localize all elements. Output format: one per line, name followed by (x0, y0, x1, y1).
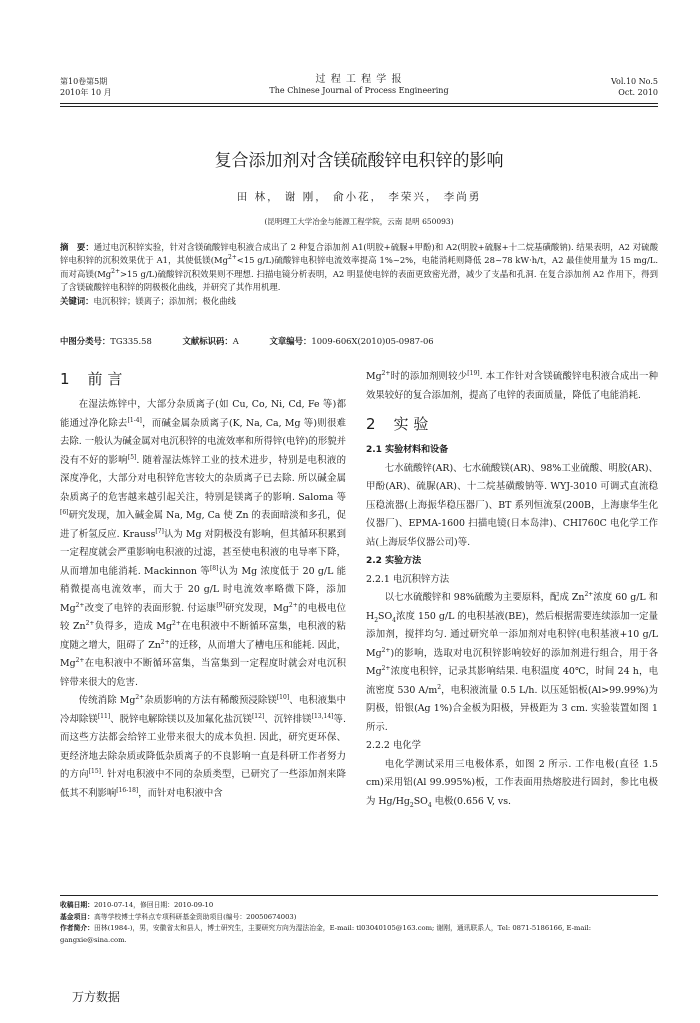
footnote-rule (60, 895, 658, 896)
method-paragraph: 以七水硫酸锌和 98%硫酸为主要原料，配成 $Zn^{2+}$浓度 60 g/L 和 $H_2SO_4$浓度 150 g/L 的电积基液(BE)，然后根据需要连续添加一定量添加剂，搅拌均匀. 通过研究单一添加剂对电积锌(电积基液+10 g/L $Mg^{2+}$)的影响，选取对电沉积锌影响较好的添加剂进行组合，用于各 $Mg^{2+}$浓度电积锌，记录其影响结果. 电积温度 40℃，时间 24 h，电流密度 530 $A/m^2$，电积液流量 0.5 L/h. 以压延铝板(Al>99.99%)为阴极，铅银(Ag 1%)合金板为阳极，异极距为 3 cm. 实验装置如图 1 所示. (366, 590, 658, 733)
running-header (60, 74, 658, 104)
section-heading-experiment: 2 实 验 (366, 415, 429, 433)
affiliation: (昆明理工大学冶金与能源工程学院，云南 昆明 650093) (264, 217, 454, 226)
subsection-heading-2-2: 2.2 实验方法 (366, 556, 422, 566)
subsection-heading-2-2-2: 2.2.2 电化学 (366, 740, 421, 751)
watermark: 万方数据 (72, 990, 121, 1004)
subsection-heading-2-2-1: 2.2.1 电沉积锌方法 (366, 573, 450, 585)
funding: 基金项目：高等学校博士学科点专项科研基金资助项目(编号：20050674003) (60, 912, 297, 921)
paper-title: 复合添加剂对含镁硫酸锌电积锌的影响 (214, 151, 504, 171)
header-rule-thick (60, 103, 658, 104)
materials-paragraph: 七水硫酸锌(AR)、七水硫酸镁(AR)、98%工业硫酸、明胶(AR)、甲酚(AR)、硫脲(AR)、十二烷基磺酸钠等. WYJ-3010 可调式直流稳压稳流器(上海振华稳压器厂)、BT 系列恒流泵(200B，上海康华生化仪器厂)、EPMA-1600 扫描电镜(日本岛津)、CHI760C 电化学工作站(上海辰华仪器公司)等. (366, 462, 658, 548)
abstract: 摘 要：通过电沉积锌实验，针对含镁硫酸锌电积液合成出了 2 种复合添加剂 A1(明胶+硫脲+甲酚)和 A2(明胶+硫脲+十二烷基磺酸钠). 结果表明，A2 对硫酸锌电积锌的沉积效果优于 A1，其使低镁($Mg^{2+}<15$ g/L)硫酸锌电积锌电流效率提高 1%~2%，电能消耗则降低 28~78 kW·h/t，A2 最佳使用量为 15 mg/L. 而对高镁($Mg^{2+}>15$ g/L)硫酸锌沉积效果则不理想. 扫描电镜分析表明，A2 明显使电锌的表面更致密光滑，减少了支晶和孔洞. 在复合添加剂 A2 作用下，得到了含镁硫酸锌电积锌的阴极极化曲线，并研究了其作用机理. 关键词：电沉积锌；镁离子；添加剂；极化曲线 (60, 241, 658, 308)
section-heading-intro: 1 前 言 (60, 370, 123, 388)
intro-paragraph-3: $Mg^{2+}$时的添加剂则较少[19]. 本工作针对含镁硫酸锌电积液合成出一种效果较好的复合添加剂，提高了电锌的表面质量，降低了电能消耗. (366, 369, 658, 401)
header-rule-thin (60, 106, 658, 107)
subsection-heading-2-1: 2.1 实验材料和设备 (366, 445, 449, 455)
right-column (366, 368, 658, 811)
classification-line: 中图分类号：TG335.58 文献标识码：A 文章编号：1009-606X(2010)05-0987-06 (60, 336, 434, 346)
footnotes (60, 900, 658, 946)
left-column (60, 368, 346, 803)
intro-paragraph-1: 在湿法炼锌中，大部分杂质离子(如 Cu, Co, Ni, Cd, Fe 等)都能通过净化除去[1-4]，而碱金属杂质离子(K, Na, Ca, Mg 等)则很难去除. 一般认为碱金属对电沉积锌的电流效率和所得锌(电锌)的形貌并没有不好的影响[5]. 随着湿法炼锌工业的技术进步，特别是电积液的深度净化，大部分对电积锌危害较大的杂质离子已去除. 所以碱金属杂质离子的危害越来越引起关注，特别是镁离子的影响. Saloma 等[6]研究发现，加入碱金属 Na, Mg, Ca 使 Zn 的表面暗淡和多孔，促进了析氢反应. Krauss[7]认为 Mg 对阴极没有影响，但其循环积累到一定程度就会严重影响电积液的过滤，甚至使电积液的电导率下降，从而增加电能消耗. Mackinnon 等[8]认为 Mg 浓度低于 20 g/L 能稍微提高电流效率，而大于 20 g/L 时电流效率略微下降，添加 $Mg^{2+}$改变了电锌的表面形貌. 付运康[9]研究发现，$Mg^{2+}$的电极电位较 $Zn^{2+}$负得多，造成 $Mg^{2+}$在电积液中不断循环富集，电积液的粘度随之增大，阻碍了 $Zn^{2+}$的迁移，从而增大了槽电压和能耗. 因此，$Mg^{2+}$在电积液中不断循环富集，当富集到一定程度时就会对电沉积锌带来很大的危害. (60, 399, 347, 688)
header-volume: Vol.10 No.5 Oct. 2010 (611, 77, 658, 97)
electrochem-paragraph: 电化学测试采用三电极体系，如图 2 所示. 工作电极(直径 1.5 cm)采用铝(Al 99.995%)板，工作表面用热熔胶进行固封，参比电极为 $Hg/Hg_2SO_4$ 电极(0.656 V, vs. (366, 758, 658, 809)
intro-paragraph-2: 传统消除 $Mg^{2+}$杂质影响的方法有稀酸预浸除镁[10]、电积液集中冷却除镁[11]、脱锌电解除镁以及加氟化盐沉镁[12]、沉锌排镁[13,14]等. 而这些方法都会给锌工业带来很大的成本负担. 因此，研究更环保、更经济地去除杂质或降低杂质离子的不良影响一直是科研工作者努力的方向[15]. 针对电积液中不同的杂质类型，已研究了一些添加剂来降低其不利影响[16-18]，而针对电积液中含 (60, 693, 346, 799)
author-bio: 作者简介：田林(1984-)，男，安徽省太和县人，博士研究生，主要研究方向为湿法冶金，E-mail: tl03040105@163.com; 谢刚，通讯联系人，Tel: 0871-5186166, E-mail: gangxie@sina.com. (60, 924, 592, 944)
keywords: 关键词：电沉积锌；镁离子；添加剂；极化曲线 (60, 295, 236, 306)
received-date: 收稿日期：2010-07-14，修回日期：2010-09-10 (60, 901, 214, 909)
header-journal: 过 程 工 程 学 报 The Chinese Journal of Process Engineering (269, 74, 449, 95)
header-issue: 第10卷第5期 2010年 10 月 (60, 77, 112, 97)
author-list: 田 林， 谢 刚， 俞小花， 李荣兴， 李尚勇 (236, 191, 482, 203)
